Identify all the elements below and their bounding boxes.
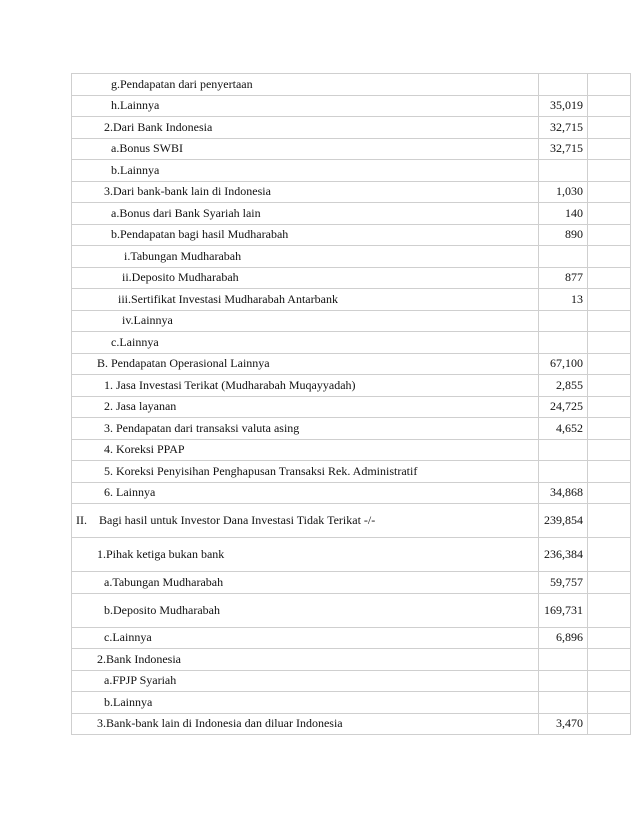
table-row xyxy=(72,203,631,225)
row-label-text: iii.Sertifikat Investasi Mudharabah Antarbank xyxy=(118,291,338,306)
row-empty-cell xyxy=(588,713,631,735)
row-label xyxy=(72,670,539,692)
row-value-text: 32,715 xyxy=(550,119,583,134)
row-label-text: c.Lainnya xyxy=(104,630,152,645)
row-label-text: c.Lainnya xyxy=(111,334,159,349)
row-value xyxy=(539,375,588,397)
row-label-text: 5. Koreksi Penyisihan Penghapusan Transaksi Rek. Administratif xyxy=(104,463,418,478)
row-label xyxy=(72,310,539,332)
row-value-text: 4,652 xyxy=(556,420,583,435)
table-row xyxy=(72,289,631,311)
row-value xyxy=(539,627,588,649)
row-label xyxy=(72,138,539,160)
row-value xyxy=(539,74,588,96)
row-value xyxy=(539,572,588,594)
row-label xyxy=(72,353,539,375)
row-value-text: 67,100 xyxy=(550,356,583,371)
row-empty-cell xyxy=(588,572,631,594)
row-empty-cell xyxy=(588,160,631,182)
table-row xyxy=(72,246,631,268)
row-value xyxy=(539,95,588,117)
row-empty-cell xyxy=(588,593,631,627)
row-label-text: i.Tabungan Mudharabah xyxy=(124,248,242,263)
row-value xyxy=(539,439,588,461)
row-value xyxy=(539,246,588,268)
table-row xyxy=(72,504,631,538)
row-value xyxy=(539,117,588,139)
row-label xyxy=(72,713,539,735)
table-row xyxy=(72,627,631,649)
row-label xyxy=(72,332,539,354)
row-value xyxy=(539,332,588,354)
row-empty-cell xyxy=(588,95,631,117)
row-empty-cell xyxy=(588,504,631,538)
row-value xyxy=(539,160,588,182)
row-label xyxy=(72,538,539,572)
table-row xyxy=(72,482,631,504)
row-value-text: 32,715 xyxy=(550,141,583,156)
row-label-text: 3.Bank-bank lain di Indonesia dan diluar Indonesia xyxy=(97,716,343,731)
row-label-text: b.Pendapatan bagi hasil Mudharabah xyxy=(111,227,289,242)
row-empty-cell xyxy=(588,538,631,572)
row-label-text: 2.Dari Bank Indonesia xyxy=(104,119,213,134)
row-label xyxy=(72,396,539,418)
row-label xyxy=(72,593,539,627)
table-row xyxy=(72,310,631,332)
row-value xyxy=(539,713,588,735)
row-label xyxy=(72,74,539,96)
row-value-text: 6,896 xyxy=(556,630,583,645)
row-value xyxy=(539,203,588,225)
table-row xyxy=(72,160,631,182)
table-row xyxy=(72,692,631,714)
row-label xyxy=(72,117,539,139)
row-value-text: 59,757 xyxy=(550,574,583,589)
row-label xyxy=(72,649,539,671)
row-empty-cell xyxy=(588,203,631,225)
table-row xyxy=(72,138,631,160)
row-value-text: 2,855 xyxy=(556,377,583,392)
row-empty-cell xyxy=(588,181,631,203)
row-value-text: 13 xyxy=(571,291,583,306)
income-statement-table xyxy=(71,73,631,735)
row-label xyxy=(72,160,539,182)
row-label xyxy=(72,375,539,397)
row-label-text: 3.Dari bank-bank lain di Indonesia xyxy=(104,184,271,199)
row-label-text: a.FPJP Syariah xyxy=(104,673,177,688)
row-value xyxy=(539,692,588,714)
table-row xyxy=(72,572,631,594)
row-value-text: 1,030 xyxy=(556,184,583,199)
row-empty-cell xyxy=(588,332,631,354)
row-value xyxy=(539,649,588,671)
row-empty-cell xyxy=(588,649,631,671)
row-empty-cell xyxy=(588,138,631,160)
row-value xyxy=(539,482,588,504)
row-empty-cell xyxy=(588,289,631,311)
table-row xyxy=(72,375,631,397)
row-label-text: a.Bonus dari Bank Syariah lain xyxy=(111,205,261,220)
row-label xyxy=(72,504,539,538)
row-label-text: II. xyxy=(76,513,87,527)
table-row xyxy=(72,461,631,483)
row-empty-cell xyxy=(588,267,631,289)
row-empty-cell xyxy=(588,246,631,268)
table-row xyxy=(72,439,631,461)
row-label-text: B. Pendapatan Operasional Lainnya xyxy=(97,356,270,371)
table-row xyxy=(72,181,631,203)
row-value xyxy=(539,504,588,538)
row-value xyxy=(539,181,588,203)
row-label xyxy=(72,482,539,504)
row-value-text: 24,725 xyxy=(550,399,583,414)
table-row xyxy=(72,267,631,289)
row-label xyxy=(72,572,539,594)
table-row xyxy=(72,418,631,440)
table-row xyxy=(72,396,631,418)
row-label-text: 4. Koreksi PPAP xyxy=(104,442,185,457)
row-value-text: 169,731 xyxy=(544,602,583,617)
row-value-text: 35,019 xyxy=(550,98,583,113)
row-empty-cell xyxy=(588,74,631,96)
table-row xyxy=(72,332,631,354)
row-value xyxy=(539,289,588,311)
row-value-text: 236,384 xyxy=(544,547,583,561)
row-label-text: h.Lainnya xyxy=(111,98,160,113)
row-label-detail: Bagi hasil untuk Investor Dana Investasi Tidak Terikat -/- xyxy=(99,513,376,527)
row-label-text: 1. Jasa Investasi Terikat (Mudharabah Muqayyadah) xyxy=(104,377,356,392)
row-empty-cell xyxy=(588,310,631,332)
table-row xyxy=(72,95,631,117)
table-row xyxy=(72,593,631,627)
row-value xyxy=(539,538,588,572)
row-label-text: a.Bonus SWBI xyxy=(111,141,183,156)
row-label xyxy=(72,95,539,117)
row-label xyxy=(72,246,539,268)
row-value xyxy=(539,418,588,440)
row-label-text: ii.Deposito Mudharabah xyxy=(122,270,239,285)
row-value xyxy=(539,593,588,627)
table-row xyxy=(72,117,631,139)
row-value-text: 140 xyxy=(565,205,583,220)
row-label xyxy=(72,627,539,649)
row-value xyxy=(539,670,588,692)
row-empty-cell xyxy=(588,692,631,714)
row-label-text: 1.Pihak ketiga bukan bank xyxy=(97,547,225,561)
row-empty-cell xyxy=(588,375,631,397)
row-empty-cell xyxy=(588,439,631,461)
row-value-text: 34,868 xyxy=(550,485,583,500)
row-value-text: 3,470 xyxy=(556,716,583,731)
table-row xyxy=(72,670,631,692)
row-label xyxy=(72,224,539,246)
row-value-text: 239,854 xyxy=(544,513,583,527)
row-label xyxy=(72,418,539,440)
row-label xyxy=(72,439,539,461)
row-empty-cell xyxy=(588,224,631,246)
row-label xyxy=(72,203,539,225)
row-value xyxy=(539,310,588,332)
row-label xyxy=(72,692,539,714)
row-label-text: a.Tabungan Mudharabah xyxy=(104,574,224,589)
row-value-text: 877 xyxy=(565,270,583,285)
row-label-text: g.Pendapatan dari penyertaan xyxy=(111,76,253,91)
table-row xyxy=(72,74,631,96)
financial-report-page xyxy=(71,73,631,735)
table-row xyxy=(72,649,631,671)
row-value xyxy=(539,138,588,160)
row-label-text: iv.Lainnya xyxy=(122,313,173,328)
row-value xyxy=(539,224,588,246)
table-row xyxy=(72,538,631,572)
row-label-text: b.Lainnya xyxy=(104,694,153,709)
row-value xyxy=(539,267,588,289)
row-value xyxy=(539,461,588,483)
row-label xyxy=(72,289,539,311)
row-label-text: 3. Pendapatan dari transaksi valuta asing xyxy=(104,420,300,435)
row-empty-cell xyxy=(588,117,631,139)
row-label xyxy=(72,267,539,289)
row-label-text: 6. Lainnya xyxy=(104,485,156,500)
table-body xyxy=(72,74,631,735)
row-empty-cell xyxy=(588,353,631,375)
table-row xyxy=(72,224,631,246)
row-empty-cell xyxy=(588,418,631,440)
row-label-text: b.Deposito Mudharabah xyxy=(104,602,220,617)
row-empty-cell xyxy=(588,461,631,483)
row-label-text: 2.Bank Indonesia xyxy=(97,651,181,666)
row-value-text: 890 xyxy=(565,227,583,242)
row-empty-cell xyxy=(588,482,631,504)
row-empty-cell xyxy=(588,670,631,692)
row-value xyxy=(539,396,588,418)
table-row xyxy=(72,353,631,375)
row-value xyxy=(539,353,588,375)
row-empty-cell xyxy=(588,396,631,418)
row-label-text: 2. Jasa layanan xyxy=(104,399,177,414)
row-empty-cell xyxy=(588,627,631,649)
row-label xyxy=(72,461,539,483)
row-label xyxy=(72,181,539,203)
table-row xyxy=(72,713,631,735)
row-label-text: b.Lainnya xyxy=(111,162,160,177)
